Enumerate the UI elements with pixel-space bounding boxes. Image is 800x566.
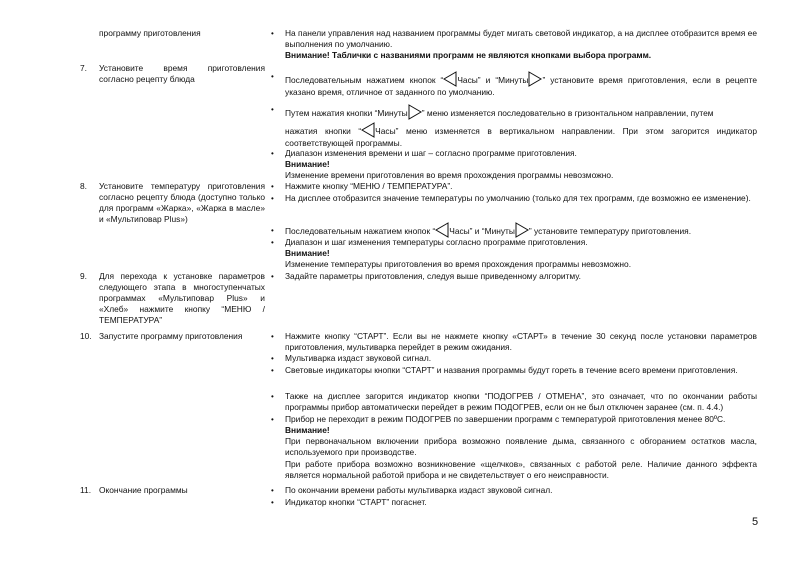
bullet: • — [271, 105, 274, 114]
instruction-text: Диапазон изменения времени и шаг – согласно программе приготовления. — [285, 148, 577, 158]
instruction-text: На дисплее отобразится значение температуры по умолчанию (только для тех программ, где возможно ее изменение). — [285, 193, 751, 203]
warning-heading: Внимание! — [285, 248, 330, 258]
bullet: • — [271, 29, 274, 38]
step-number: 7. — [80, 63, 87, 73]
step-number: 11. — [80, 485, 92, 495]
instruction-text: Диапазон и шаг изменения температуры согласно программе приготовления. — [285, 237, 588, 247]
text-part: Часы” и “Минуты — [457, 75, 529, 85]
instruction-text: Световые индикаторы кнопки “СТАРТ” и названия программы будут гореть в течение всего времени приготовления. — [285, 365, 738, 375]
text-part: Часы” меню изменяется в вертикальном направлении. При этом загорится индикатор соответствующей программы. — [285, 126, 757, 148]
triangle-right-icon — [515, 222, 529, 238]
instruction-text — [285, 71, 757, 98]
text-part: Часы” и “Минуты — [449, 226, 515, 236]
instruction-text: Индикатор кнопки “СТАРТ” погаснет. — [285, 497, 427, 507]
instruction-text — [285, 222, 757, 238]
text-part: Последовательным нажатием кнопок “ — [285, 75, 444, 85]
instruction-text: По окончании времени работы мультиварка издаст звуковой сигнал. — [285, 485, 553, 495]
bullet: • — [271, 238, 274, 247]
text-part: Путем нажатия кнопки “Минуты — [285, 108, 408, 118]
instruction-text: На панели управления над названием программы будет мигать световой индикатор, а на дисплее отобразится время ее выполнения по умолчанию. — [285, 28, 757, 49]
bullet: • — [271, 486, 274, 495]
warning-heading: Внимание! — [285, 159, 330, 169]
step-text: Окончание программы — [99, 485, 188, 495]
text-part: ” установите температуру приготовления. — [528, 226, 692, 236]
bullet: • — [271, 354, 274, 363]
warning-text: При первоначальном включении прибора возможно появление дыма, связанного с обгоранием остатков масла, используемого при производстве. — [285, 436, 757, 457]
step-number: 8. — [80, 181, 87, 191]
instruction-text: Мультиварка издаст звуковой сигнал. — [285, 353, 432, 363]
instruction-text — [285, 122, 757, 149]
step-text: Запустите программу приготовления — [99, 331, 243, 341]
warning-text: Внимание! Таблички с названиями программ не являются кнопками выбора программ. — [285, 50, 652, 60]
text-part: ” меню изменяется последовательно в гризонтальном направлении, путем — [421, 108, 714, 118]
bullet: • — [271, 332, 274, 341]
warning-text: При работе прибора возможно возникновение «щелчков», связанных с работой реле. Наличие данного эффекта является нормальной работой прибора и не свидетельствует о его неисправности. — [285, 459, 757, 480]
bullet: • — [271, 272, 274, 281]
triangle-right-icon — [408, 104, 422, 120]
bullet: • — [271, 498, 274, 507]
instruction-text: Нажмите кнопку “СТАРТ”. Если вы не нажмете кнопку «СТАРТ» в течение 30 секунд после установки параметров приготовления, мультиварка перейдет в режим ожидания. — [285, 331, 757, 352]
step-text: Установите время приготовления согласно рецепту блюда — [99, 63, 265, 84]
bullet: • — [271, 194, 274, 203]
bullet: • — [271, 366, 274, 375]
bullet: • — [271, 149, 274, 158]
text-part: ” установите время приготовления, если в рецепте указано время, отличное от заданного по умолчанию. — [285, 75, 757, 97]
step-text: Для перехода к установке параметров следующего этапа в многоступенчатых программах «Мультиповар Plus» и «Хлеб» нажмите кнопку “МЕНЮ / ТЕМПЕРАТУРА” — [99, 271, 265, 325]
bullet: • — [271, 72, 274, 81]
instruction-text — [285, 104, 757, 120]
bullet: • — [271, 392, 274, 401]
triangle-left-icon — [361, 122, 375, 138]
step-number: 10. — [80, 331, 92, 341]
triangle-left-icon — [435, 222, 449, 238]
warning-text: Изменение времени приготовления во время прохождения программы невозможно. — [285, 170, 614, 180]
text-part: нажатия кнопки “ — [285, 126, 362, 136]
triangle-right-icon — [528, 71, 542, 87]
triangle-left-icon — [443, 71, 457, 87]
warning-heading: Внимание! — [285, 425, 330, 435]
bullet: • — [271, 182, 274, 191]
step-text: программу приготовления — [99, 28, 201, 38]
instruction-text: Прибор не переходит в режим ПОДОГРЕВ по завершении программ с температурой приготовления менее 80ºС. — [285, 414, 726, 424]
warning-text: Изменение температуры приготовления во время прохождения программы невозможно. — [285, 259, 632, 269]
instruction-text: Также на дисплее загорится индикатор кнопки “ПОДОГРЕВ / ОТМЕНА”, это означает, что по окончании работы программы прибор автоматически перейдет в режим ПОДОГРЕВ, если он не был отключен заранее (см. п. 4.4.) — [285, 391, 757, 412]
page-number: 5 — [752, 516, 759, 528]
bullet: • — [271, 226, 274, 235]
instruction-text: Нажмите кнопку “МЕНЮ / ТЕМПЕРАТУРА”. — [285, 181, 453, 191]
step-number: 9. — [80, 271, 87, 281]
text-part: Последовательным нажатием кнопок “ — [285, 226, 436, 236]
bullet: • — [271, 415, 274, 424]
step-text: Установите температуру приготовления согласно рецепту блюда (доступно только для программ «Жарка», «Жарка в масле» и «Мультиповар Plus») — [99, 181, 265, 224]
instruction-text: Задайте параметры приготовления, следуя выше приведенному алгоритму. — [285, 271, 581, 281]
